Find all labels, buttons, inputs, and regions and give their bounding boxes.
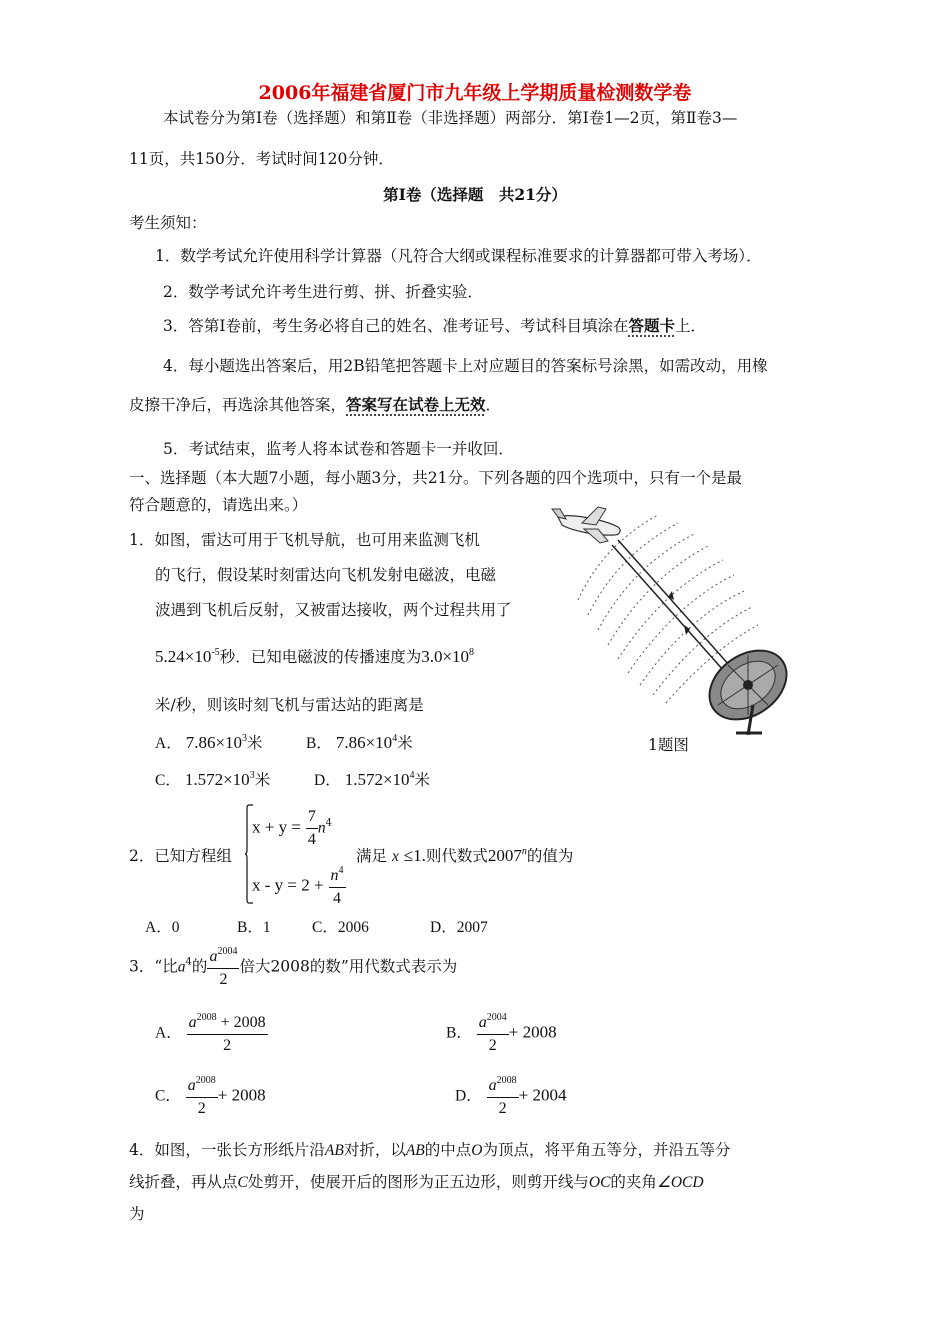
intro-line-2: 11页，共150分．考试时间120分钟． [129, 150, 394, 168]
q1-option-b: B． $7.86\times 10^4$米 [306, 733, 413, 752]
airplane-icon [552, 507, 620, 543]
notice-item-4-end: ． [485, 396, 502, 414]
q4-line-3: 为 [129, 1205, 145, 1223]
page-title: 2006年福建省厦门市九年级上学期质量检测数学卷 [258, 82, 692, 104]
q1-line-4 [155, 645, 474, 667]
notice-item-3-text: 3．答第Ⅰ卷前，考生务必将自己的姓名、准考证号、考试科目填涂在 [163, 317, 629, 335]
part1-instructions-line-1: 一、选择题（本大题7小题，每小题3分，共21分。下列各题的四个选项中，只有一个是最 [129, 469, 742, 487]
q4-line-2: 线折叠，再从点C处剪开，使展开后的图形为正五边形，则剪开线与OC的夹角∠OCD [129, 1173, 704, 1191]
q2-option-b: B．1 [237, 919, 271, 936]
q3-stem: 3．“比$a^4$的 $\frac{a^{2004}}{2}$ 倍大2008的数”用代数式表示为 [129, 946, 458, 988]
q1-option-a: A． $7.86\times 10^3$米 [155, 733, 263, 752]
intro-line-1: 本试卷分为第Ⅰ卷（选择题）和第Ⅱ卷（非选择题）两部分．第Ⅰ卷1—2页，第Ⅱ卷3— [163, 109, 738, 127]
q4-line-1: 4．如图，一张长方形纸片沿AB对折，以AB的中点O为顶点，将平角五等分，并沿五等分 [129, 1141, 731, 1159]
q1-option-d: D． $1.572\times 10^4$米 [314, 770, 431, 789]
notice-item-3-end: 上． [675, 317, 707, 335]
q2-option-d: D．2007 [430, 919, 488, 936]
notice-item-1: 1．数学考试允许使用科学计算器（凡符合大纲或课程标准要求的计算器都可带入考场）． [155, 247, 762, 265]
notice-item-5: 5．考试结束，监考人将本试卷和答题卡一并收回． [163, 440, 514, 458]
notice-item-4-line-1: 4．每小题选出答案后，用2B铅笔把答题卡上对应题目的答案标号涂黑，如需改动，用橡 [163, 357, 768, 375]
q3-option-b: B． $\frac{a^{2004}}{2}$ + 2008 [446, 1012, 557, 1054]
q1-speed-value: $3.0\times 10^8$ [421, 647, 475, 666]
invalid-answer-emphasis: 答案写在试卷上无效 [346, 395, 486, 414]
q3-option-c: C． $\frac{a^{2008}}{2}$ + 2008 [155, 1075, 266, 1117]
notice-heading: 考生须知： [129, 214, 207, 232]
notice-item-4-text: 皮擦干净后，再选涂其他答案， [129, 396, 347, 414]
q2-equation-2: x - y = 2 + $\frac{n^4}{4}$ [252, 865, 344, 907]
radar-dish-icon [696, 636, 799, 735]
q2-option-c: C．2006 [312, 919, 369, 936]
q2-option-a: A．0 [145, 919, 180, 936]
radar-airplane-figure [548, 505, 828, 735]
section-heading: 第Ⅰ卷（选择题 共21分） [383, 185, 567, 204]
q1-line-2: 的飞行，假设某时刻雷达向飞机发射电磁波，电磁 [155, 566, 497, 584]
q3-option-d: D． $\frac{a^{2008}}{2}$ + 2004 [455, 1075, 567, 1117]
answer-card-emphasis: 答题卡 [628, 316, 676, 335]
q3-option-a: A． $\frac{a^{2008} + 2008}{2}$ [155, 1012, 266, 1054]
q1-line-4-text: 秒．已知电磁波的传播速度为 [219, 648, 422, 666]
part1-instructions-line-2: 符合题意的，请选出来。） [129, 496, 308, 514]
notice-item-2: 2．数学考试允许考生进行剪、拼、折叠实验． [163, 283, 483, 301]
q1-line-1: 1．如图，雷达可用于飞机导航，也可用来监测飞机 [129, 531, 480, 549]
q2-condition: 满足 x ≤1.则代数式2007$^n$的值为 [356, 846, 574, 865]
q1-option-c: C． $1.572\times 10^3$米 [155, 770, 271, 789]
q1-line-3: 波遇到飞机后反射，又被雷达接收，两个过程共用了 [155, 601, 512, 619]
q1-figure-caption: 1题图 [648, 736, 689, 754]
notice-item-3 [163, 314, 706, 336]
q2-equation-1: x + y = $\frac{7}{4}$ $n^4$ [252, 808, 332, 848]
q1-line-5: 米/秒，则该时刻飞机与雷达站的距离是 [155, 696, 424, 714]
q2-prefix: 2．已知方程组 [129, 847, 232, 865]
notice-item-4-line-2 [129, 393, 501, 415]
q1-time-value: $5.24\times 10^{-5}$ [155, 647, 220, 666]
